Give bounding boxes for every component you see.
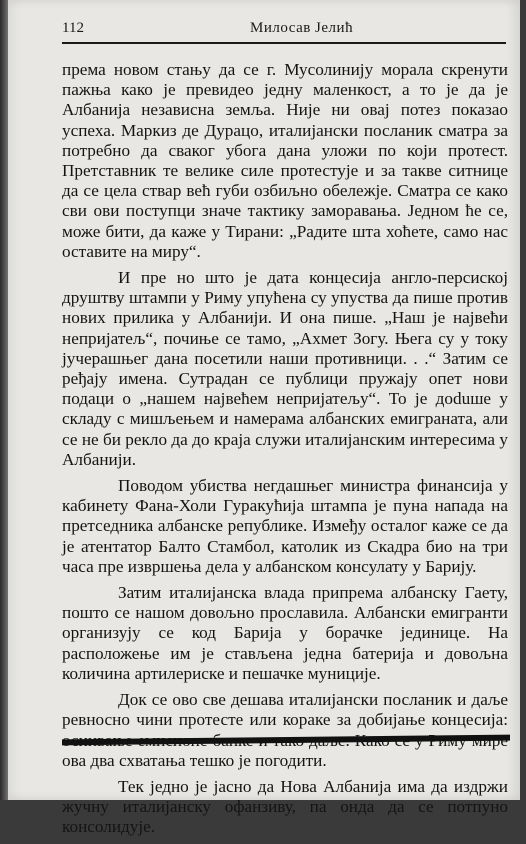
paragraph-5: Док се ово све дешава италијански посланик и даље ревносно чини протесте или кораке за добијање концесија: ова два схватања тешко је погодити. xyxy=(62,690,508,770)
paragraph-1: према новом стању да се г. Мусолинију морала скренути пажња како је превидео једну маленкост, а то је да је Албанија независна земља. Није ни овај потез показао успеха. Маркиз де Дурацо, италијански посланик сматра за потребно да сваког убога дана уложи по који протест. Претставник те велике силе протестује и за такве ситнице да се цела ствар већ губи озбиљно обележје. Сматра се како сви ови поступци значе тактику заморавања. Једном ће се, може бити, да каже у Тирани: „Радите шта хоћете, само нас оставите на миру“. xyxy=(62,60,508,261)
running-title: Милосав Јелић xyxy=(250,20,354,36)
body-text xyxy=(62,60,508,844)
paragraph-2: И пре но што је дата концесија англо-персиској друштву штампи у Риму упућена су упуства да пише против нових прилика у Албанији. И она пише. „Наш је највећи непријатељ“, почиње се тамо, „Ахмет Зогу. Њега су у току јучерашњег дана посетили наши противници. . .“ Затим се ређају имена. Сутрадан се публици пружају опет нови подаци о „нашем највећем непријатељу“. То је доduше у складу с мишљењем и намерама албанских емиграната, али се не би рекло да до краја служи италијанским интересима у Албанији. xyxy=(62,268,508,469)
page-header xyxy=(62,20,506,44)
paragraph-4: Затим италијанска влада припрема албанску Гаету, пошто се нашом довољно прославила. Албански емигранти организују се код Барија у борачке јединице. На расположење им је стављена једна батерија и довољна количина артилериске и пешачке муниције. xyxy=(62,583,508,683)
page-number: 112 xyxy=(62,20,84,36)
paragraph-3: Поводом убиства негдашњег министра финансија у кабинету Фана-Холи Гуракућија штампа је пуна напада на претседника албанске републике. Између осталог каже се да је атентатор Балто Стамбол, католик из Скадра био на три часа пре извршења дела у албанском консулату у Барију. xyxy=(62,476,508,576)
header-rule xyxy=(62,42,506,44)
paragraph-6: Тек једно је јасно да Нова Албанија има да издржи жучну италијанску офанзиву, па онда да се потпуно консолидује. xyxy=(62,776,508,837)
